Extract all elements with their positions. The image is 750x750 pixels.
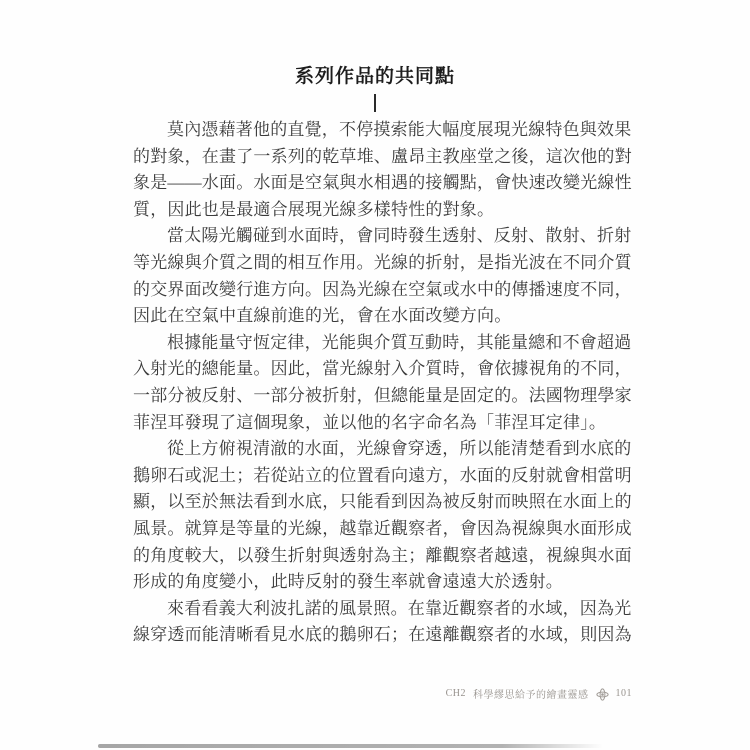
body-text-line: 莫內憑藉著他的直覺，不停摸索能大幅度展現光線特色與效果 — [167, 120, 632, 139]
page-footer — [446, 686, 632, 701]
chapter-title: 科學繆思給予的繪畫靈感 — [473, 690, 589, 701]
body-text-line: 形成的角度變小，此時反射的發生率就會遠遠大於透射。 — [133, 572, 563, 592]
body-text-line: 線穿透而能清晰看見水底的鵝卵石；在遠離觀察者的水域，則因為 — [133, 625, 632, 645]
page-number: 101 — [615, 688, 632, 699]
body-text-line: 從上方俯視清澈的水面，光線會穿透，所以能清楚看到水底的 — [167, 439, 632, 459]
body-text-line: 根據能量守恆定律，光能與介質互動時，其能量總和不會超過 — [167, 332, 632, 352]
body-text-line: 入射光的總能量。因此，當光線射入介質時，會依據視角的不同， — [133, 359, 632, 379]
body-text-line: 等光線與介質之間的相互作用。光線的折射，是指光波在不同介質 — [133, 252, 632, 272]
chapter-label: CH2 — [445, 688, 466, 699]
body-text-line: 來看看義大利波扎諾的風景照。在靠近觀察者的水域，因為光 — [167, 598, 632, 618]
body-text-line: 的對象，在畫了一系列的乾草堆、盧昂主教座堂之後，這次他的對 — [133, 146, 632, 166]
body-text-line: 顯，以至於無法看到水底，只能看到因為被反射而映照在水面上的 — [133, 492, 632, 512]
body-text-line: 風景。就算是等量的光線，越靠近觀察者，會因為視線與水面形成 — [133, 518, 632, 538]
body-text-line: 因此在空氣中直線前進的光，會在水面改變方向。 — [133, 306, 512, 326]
body-text-line: 的交界面改變行進方向。因為光線在空氣或水中的傳播速度不同， — [133, 279, 632, 299]
book-edge-bar — [98, 744, 603, 748]
body-text-line: 質，因此也是最適合展現光線多樣特性的對象。 — [133, 199, 495, 219]
atom-icon — [596, 688, 609, 701]
title-divider — [374, 94, 376, 112]
body-text-line: 的角度較大，以發生折射與透射為主；離觀察者越遠，視線與水面 — [133, 545, 632, 565]
body-text-line: 當太陽光觸碰到水面時，會同時發生透射、反射、散射、折射 — [167, 226, 632, 246]
body-text-line: 象是——水面。水面是空氣與水相遇的接觸點，會快速改變光線性 — [133, 173, 632, 193]
section-title: 系列作品的共同點 — [294, 66, 455, 87]
body-text-line: 鵝卵石或泥土；若從站立的位置看向遠方，水面的反射就會相當明 — [133, 465, 632, 485]
body-text-line: 一部分被反射、一部分被折射，但總能量是固定的。法國物理學家 — [133, 385, 632, 405]
body-text — [133, 117, 633, 649]
body-text-line: 菲涅耳發現了這個現象，並以他的名字命名為「菲涅耳定律」。 — [133, 412, 607, 432]
